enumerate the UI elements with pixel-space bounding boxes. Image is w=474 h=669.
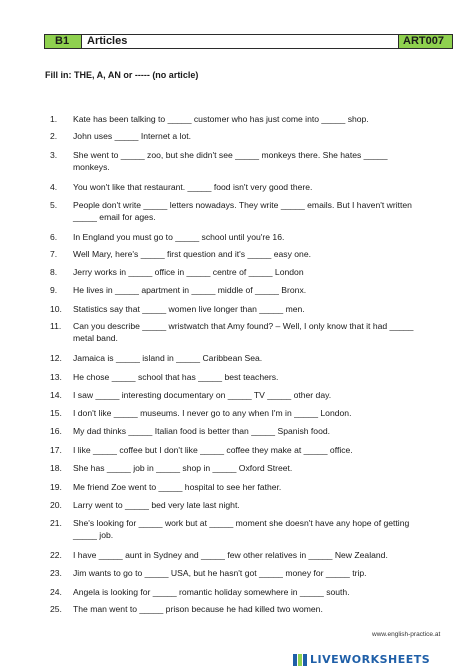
- question-line: metal band.: [73, 333, 118, 343]
- question-number: 7.: [50, 249, 58, 259]
- question-line: Larry went to _____ bed very late last night.: [73, 500, 240, 510]
- question-number: 21.: [50, 518, 62, 528]
- question-line: My dad thinks _____ Italian food is better than _____ Spanish food.: [73, 426, 331, 436]
- question-text: [73, 549, 458, 561]
- brand: [293, 650, 474, 669]
- question-line: He lives in _____ apartment in _____ middle of _____ Bronx.: [73, 285, 307, 295]
- question-text: [73, 603, 458, 615]
- question-number: 24.: [50, 587, 62, 597]
- worksheet-code: ART007: [399, 35, 452, 48]
- question-line: _____ job.: [73, 530, 114, 540]
- question-text: [73, 284, 458, 296]
- question-number: 11.: [50, 321, 62, 331]
- question-number: 2.: [50, 131, 58, 141]
- question-text: [73, 499, 458, 511]
- question-line: Statistics say that _____ women live longer than _____ men.: [73, 304, 305, 314]
- question-text: [73, 130, 458, 142]
- question-line: In England you must go to _____ school until you're 16.: [73, 232, 285, 242]
- question-number: 5.: [50, 200, 58, 210]
- question-line: I like _____ coffee but I don't like _____ coffee they make at _____ office.: [73, 445, 353, 455]
- question-number: 13.: [50, 372, 62, 382]
- question-text: [73, 389, 458, 401]
- question-text: [73, 425, 458, 437]
- question-text: [73, 371, 458, 383]
- question-number: 20.: [50, 500, 62, 510]
- question-number: 9.: [50, 285, 58, 295]
- question-line: She went to _____ zoo, but she didn't see _____ monkeys there. She hates _____: [73, 150, 388, 160]
- question-number: 14.: [50, 390, 62, 400]
- question-text: [73, 517, 458, 541]
- question-line: You won't like that restaurant. _____ food isn't very good there.: [73, 182, 313, 192]
- question-text: [73, 444, 458, 456]
- question-line: The man went to _____ prison because he had killed two women.: [73, 604, 323, 614]
- question-text: [73, 266, 458, 278]
- question-line: John uses _____ Internet a lot.: [73, 131, 192, 141]
- question-line: Jerry works in _____ office in _____ centre of _____ London: [73, 267, 304, 277]
- question-line: _____ email for ages.: [73, 212, 156, 222]
- question-text: [73, 199, 458, 223]
- question-number: 1.: [50, 114, 58, 124]
- question-line: He chose _____ school that has _____ best teachers.: [73, 372, 279, 382]
- question-line: Angela is looking for _____ romantic holiday somewhere in _____ south.: [73, 587, 350, 597]
- worksheet-title: Articles: [82, 35, 399, 48]
- question-text: [73, 407, 458, 419]
- question-line: Can you describe _____ wristwatch that Amy found? – Well, I only know that it had _____: [73, 321, 414, 331]
- question-number: 6.: [50, 232, 58, 242]
- question-number: 8.: [50, 267, 58, 277]
- question-line: Kate has been talking to _____ customer who has just come into _____ shop.: [73, 114, 369, 124]
- question-text: [73, 303, 458, 315]
- question-number: 19.: [50, 482, 62, 492]
- level-label: B1: [45, 35, 82, 48]
- question-line: I have _____ aunt in Sydney and _____ few other relatives in _____ New Zealand.: [73, 550, 388, 560]
- question-text: [73, 113, 458, 125]
- question-text: [73, 586, 458, 598]
- title-bar: [44, 34, 453, 49]
- question-number: 3.: [50, 150, 58, 160]
- question-number: 4.: [50, 182, 58, 192]
- question-text: [73, 181, 458, 193]
- question-line: Well Mary, here's _____ first question and it's _____ easy one.: [73, 249, 311, 259]
- footer-url: www.english-practice.at: [372, 631, 441, 638]
- question-text: [73, 149, 458, 173]
- liveworksheets-logo-icon: [293, 653, 307, 667]
- question-number: 22.: [50, 550, 62, 560]
- question-line: monkeys.: [73, 162, 110, 172]
- question-text: [73, 352, 458, 364]
- question-line: Jamaica is _____ island in _____ Caribbean Sea.: [73, 353, 263, 363]
- question-text: [73, 248, 458, 260]
- question-number: 25.: [50, 604, 62, 614]
- question-number: 17.: [50, 445, 62, 455]
- question-number: 18.: [50, 463, 62, 473]
- brand-name: LIVEWORKSHEETS: [310, 653, 431, 666]
- question-line: I saw _____ interesting documentary on _____ TV _____ other day.: [73, 390, 332, 400]
- question-number: 15.: [50, 408, 62, 418]
- question-number: 16.: [50, 426, 62, 436]
- question-line: I don't like _____ museums. I never go to any when I'm in _____ London.: [73, 408, 352, 418]
- question-text: [73, 481, 458, 493]
- question-line: She's looking for _____ work but at _____ moment she doesn't have any hope of getting: [73, 518, 410, 528]
- question-number: 23.: [50, 568, 62, 578]
- question-number: 12.: [50, 353, 62, 363]
- question-line: She has _____ job in _____ shop in _____ Oxford Street.: [73, 463, 293, 473]
- question-text: [73, 567, 458, 579]
- question-line: Me friend Zoe went to _____ hospital to see her father.: [73, 482, 282, 492]
- question-text: [73, 462, 458, 474]
- question-number: 10.: [50, 304, 62, 314]
- question-text: [73, 320, 458, 344]
- question-line: People don't write _____ letters nowadays. They write _____ emails. But I haven't written: [73, 200, 412, 210]
- question-text: [73, 231, 458, 243]
- question-line: Jim wants to go to _____ USA, but he hasn't got _____ money for _____ trip.: [73, 568, 367, 578]
- instruction: Fill in: THE, A, AN or ----- (no article): [45, 70, 199, 80]
